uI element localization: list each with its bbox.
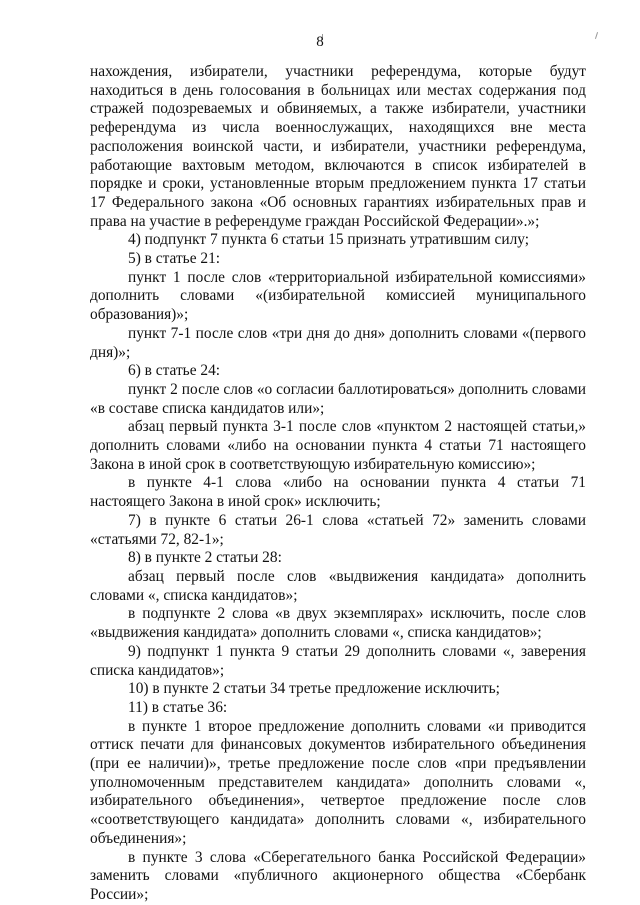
paragraph-item-5-point-1: пункт 1 после слов «территориальной избирательной комиссиями» дополнить словами «(избирательной комиссией муниципального образования)»; (90, 268, 586, 324)
paragraph-item-4: 4) подпункт 7 пункта 6 статьи 15 признать утратившим силу; (128, 231, 530, 249)
paragraph-item-5-point-7-1: пункт 7-1 после слов «три дня до дня» дополнить словами «(первого дня)»; (90, 324, 586, 361)
paragraph-item-6-point-2: пункт 2 после слов «о согласии баллотироваться» дополнить словами «в составе списка кандидатов или»; (90, 380, 586, 417)
paragraph-item-10: 10) в пункте 2 статьи 34 третье предложение исключить; (128, 680, 500, 698)
paragraph-item-11-point-3: в пункте 3 слова «Сберегательного банка Российской Федерации» заменить словами «публичного акционерного общества «Сбербанк России»; (90, 848, 586, 903)
page-number: 8 (316, 34, 324, 50)
paragraph-item-11-point-1: в пункте 1 второе предложение дополнить словами «и приводится оттиск печати для финансовых документов избирательного объединения (при ее наличии)», третье предложение после слов «при предъявлении уполномоченным представителем кандидата» дополнить словами «, избирательного объединения», четвертое предложение после слов «соответствующего кандидата» дополнить словами «, избирательного объединения»; (90, 717, 586, 847)
paragraph-item-6-point-3-1: абзац первый пункта 3-1 после слов «пунктом 2 настоящей статьи,» дополнить словами «либо на основании пункта 4 статьи 71 настоящего Закона в иной срок в соответствующую избирательную комиссию»; (90, 418, 586, 473)
paragraph-item-9: 9) подпункт 1 пункта 9 статьи 29 дополнить словами «, заверения списка кандидатов»; (90, 642, 586, 679)
paragraph-item-8-subpoint-2: в подпункте 2 слова «в двух экземплярах» исключить, после слов «выдвижения кандидата» дополнить словами «, списка кандидатов»; (90, 605, 586, 642)
paragraph-continuation: нахождения, избиратели, участники референдума, которые будут находиться в день голосования в больницах или местах содержания под стражей подозреваемых и обвиняемых, а также избиратели, участники референдума из числа военнослужащих, находящихся вне места расположения воинской части, и избиратели, участники референдума, работающие вахтовым методом, включаются в список избирателей в порядке и сроки, установленные вторым предложением пункта 17 статьи 17 Федерального закона «Об основных гарантиях избирательных прав и права на участие в референдуме граждан Российской Федерации».»; (90, 63, 586, 230)
paragraph-item-8: 8) в пункте 2 статьи 28: (128, 549, 282, 567)
paragraph-item-8-first: абзац первый после слов «выдвижения кандидата» дополнить словами «, списка кандидатов»; (90, 567, 586, 604)
paragraph-item-11: 11) в статье 36: (128, 698, 228, 716)
paragraph-item-7: 7) в пункте 6 статьи 26-1 слова «статьей 72» заменить словами «статьями 72, 82-1»; (90, 511, 586, 548)
paragraph-item-5: 5) в статье 21: (128, 250, 221, 268)
body-text (90, 63, 586, 905)
paragraph-item-6: 6) в статье 24: (128, 362, 221, 380)
paragraph-item-6-point-4-1: в пункте 4-1 слова «либо на основании пункта 4 статьи 71 настоящего Закона в иной срок» исключить; (90, 474, 586, 511)
